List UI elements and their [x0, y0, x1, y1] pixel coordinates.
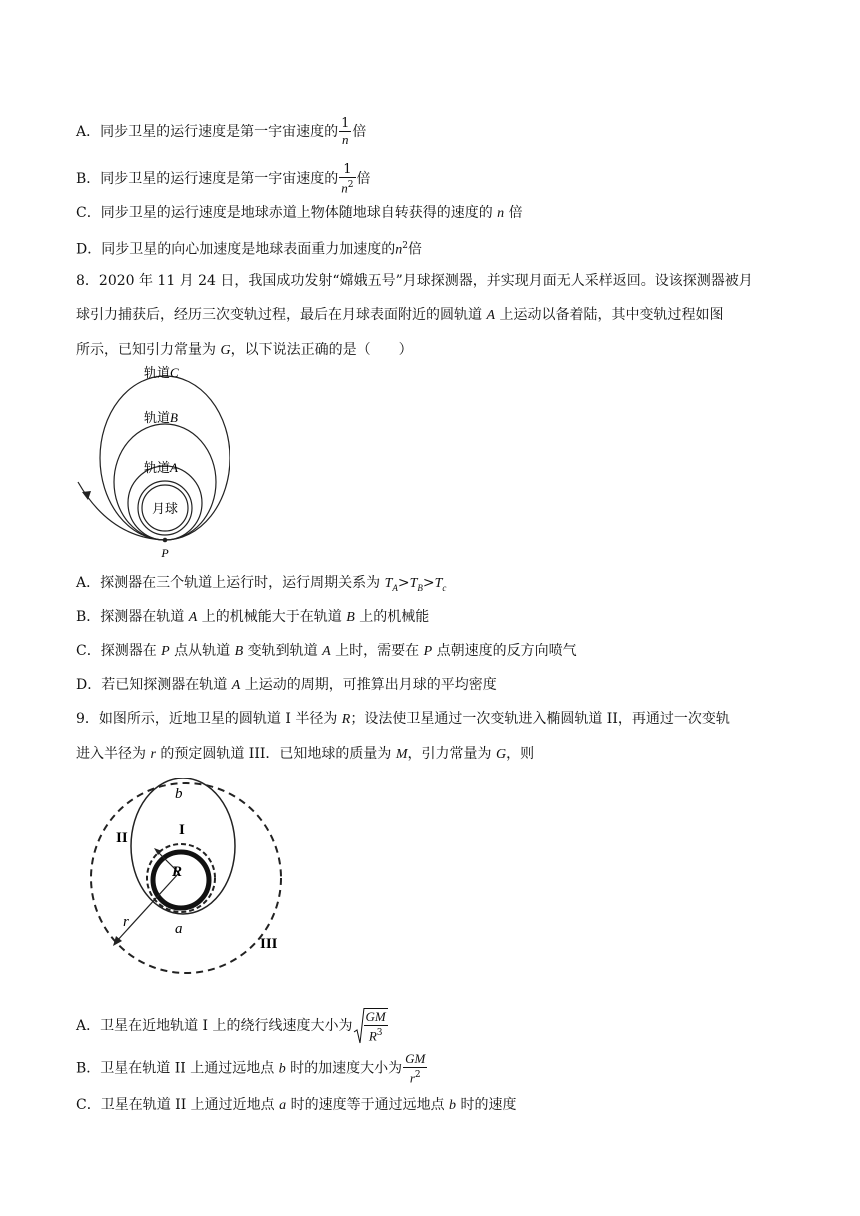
label-iii: III [260, 936, 278, 952]
point-p [163, 538, 168, 543]
q7-option-d: D．同步卫星的向心加速度是地球表面重力加速度的$n^2$倍 [76, 241, 422, 258]
q7-option-a: A．同步卫星的运行速度是第一宇宙速度的 $\frac{1}{n}$ 倍 [76, 116, 367, 147]
q8-option-b: B．探测器在轨道 A 上的机械能大于在轨道 B 上的机械能 [76, 609, 430, 625]
label-lower-r: r [123, 914, 129, 930]
q9-option-a: A．卫星在近地轨道 I 上的绕行线速度大小为 $\frac{GM}{R^3}$ [76, 1006, 389, 1046]
label-ii: II [116, 830, 128, 846]
q8-stem: 8．2020 年 11 月 24 日，我国成功发射“嫦娥五号”月球探测器，并实现月面无人采样返回。设该探测器被月 球引力捕获后，经历三次变轨过程，最后在月球表面附近的圆轨道 A 上运动以备着陆，其中变轨过程如图 所示，已知引力常量为 G，以下说法正确的是（ ） [76, 273, 753, 358]
label-moon: 月球 [151, 501, 179, 516]
fraction: $\frac{1}{n}$ [341, 116, 350, 147]
label-a: a [175, 921, 183, 937]
fraction: $\frac{1}{n^2}$ [341, 162, 354, 196]
q8-orbit-figure [70, 360, 230, 565]
q9-stem: 9．如图所示，近地卫星的圆轨道 I 半径为 R；设法使卫星通过一次变轨进入椭圆轨道 II，再通过一次变轨 进入半径为 r 的预定圆轨道 III．已知地球的质量为 M，引力常量为 G，则 [76, 711, 730, 762]
q9-option-b: B．卫星在轨道 II 上通过远地点 b 时的加速度大小为 $\frac{GM}{r^2}$ [76, 1051, 426, 1086]
label-b: b [175, 786, 183, 802]
q9-orbit-figure [78, 778, 298, 978]
q7-option-b: B．同步卫星的运行速度是第一宇宙速度的 $\frac{1}{n^2}$ 倍 [76, 162, 371, 196]
orbit-iii [91, 783, 281, 973]
label-orbit-c: 轨道C [144, 365, 179, 380]
orbit-ii [131, 778, 235, 914]
q7-option-c: C．同步卫星的运行速度是地球赤道上物体随地球自转获得的速度的 n 倍 [76, 205, 523, 221]
label-orbit-a: 轨道A [144, 460, 178, 475]
label-p: P [161, 546, 169, 560]
arrow-head-icon [154, 848, 162, 855]
q8-option-c: C．探测器在 P 点从轨道 B 变轨到轨道 A 上时，需要在 P 点朝速度的反方向喷气 [76, 643, 577, 659]
q8-option-a: A．探测器在三个轨道上运行时，运行周期关系为 $T_A>T_B>T_c$ [76, 575, 447, 593]
q9-option-c: C．卫星在轨道 II 上通过近地点 a 时的速度等于通过远地点 b 时的速度 [76, 1097, 517, 1113]
fraction: $\frac{GM}{r^2}$ [405, 1051, 426, 1086]
label-r: R [172, 864, 183, 880]
label-orbit-b: 轨道B [144, 410, 178, 425]
earth [153, 852, 209, 908]
q8-option-d: D．若已知探测器在轨道 A 上运动的周期，可推算出月球的平均密度 [76, 677, 497, 693]
label-i: I [179, 822, 185, 838]
orbit-b [114, 424, 216, 540]
